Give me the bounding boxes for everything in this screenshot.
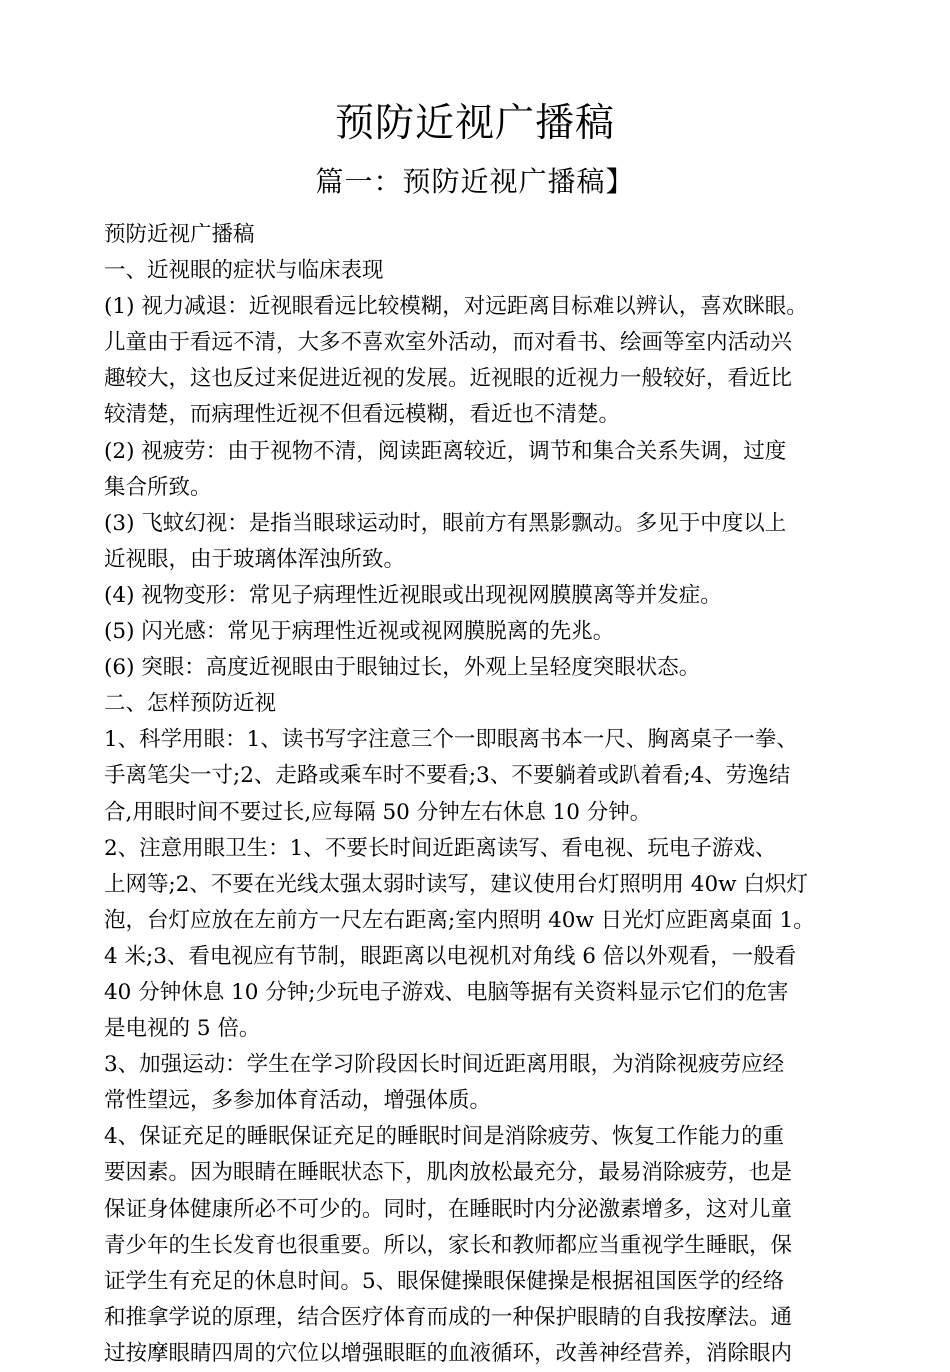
text-line: 2、注意用眼卫生：1、不要长时间近距离读写、看电视、玩电子游戏、: [104, 835, 777, 861]
text-line: 过按摩眼睛四周的穴位以增强眼眶的血液循环，改善神经营养，消除眼内: [104, 1340, 793, 1366]
text-line: (3) 飞蚊幻视：是指当眼球运动时，眼前方有黑影飘动。多见于中度以上: [104, 510, 787, 536]
text-line: 预防近视广播稿: [104, 222, 255, 247]
text-line: 保证身体健康所必不可少的。同时，在睡眠时内分泌激素增多，这对儿童: [104, 1196, 793, 1222]
text-line: (4) 视物变形：常见子病理性近视眼或出现视网膜膜离等并发症。: [104, 582, 722, 608]
text-line: 要因素。因为眼睛在睡眠状态下，肌肉放松最充分，最易消除疲劳，也是: [104, 1160, 793, 1186]
text-line: 一、近视眼的症状与临床表现: [104, 258, 384, 284]
text-line: 4 米;3、看电视应有节制，眼距离以电视机对角线 6 倍以外观看，一般看: [104, 943, 797, 969]
document-title: 预防近视广播稿: [334, 101, 615, 146]
text-line: 1、科学用眼：1、读书写字注意三个一即眼离书本一尺、胸离桌子一拳、: [104, 727, 798, 753]
text-line: 证学生有充足的休息时间。5、眼保健操眼保健操是根据祖国医学的经络: [104, 1268, 785, 1294]
text-line: (5) 闪光感：常见于病理性近视或视网膜脱离的先兆。: [104, 619, 615, 645]
text-line: 4、保证充足的睡眠保证充足的睡眠时间是消除疲劳、恢复工作能力的重: [104, 1124, 785, 1150]
text-line: (6) 突眼：高度近视眼由于眼铀过长，外观上呈轻度突眼状态。: [104, 655, 701, 681]
text-line: 近视眼，由于玻璃体浑浊所致。: [104, 546, 406, 572]
text-line: 40 分钟休息 10 分钟;少玩电子游戏、电脑等据有关资料显示它们的危害: [104, 979, 789, 1005]
text-line: 手离笔尖一寸;2、走路或乘车时不要看;3、不要躺着或趴着看;4、劳逸结: [104, 763, 791, 789]
document-body: [104, 217, 864, 1372]
text-line: 趣较大，这也反过来促进近视的发展。近视眼的近视力一般较好，看近比: [104, 366, 793, 392]
text-line: (2) 视疲劳：由于视物不清，阅读距离较近，调节和集合关系失调，过度: [104, 438, 787, 464]
text-line: 较清楚，而病理性近视不但看远模糊，看近也不清楚。: [104, 402, 621, 428]
text-line: 泡，台灯应放在左前方一尺左右距离;室内照明 40w 日光灯应距离桌面 1。: [104, 907, 815, 933]
text-line: 青少年的生长发育也很重要。所以，家长和教师都应当重视学生睡眠，保: [104, 1232, 793, 1258]
document-subtitle: 篇一：预防近视广播稿】: [315, 165, 635, 198]
text-line: 儿童由于看远不清，大多不喜欢室外活动，而对看书、绘画等室内活动兴: [104, 330, 793, 356]
text-line: 和推拿学说的原理，结合医疗体育而成的一种保护眼睛的自我按摩法。通: [104, 1304, 793, 1330]
text-line: 上网等;2、不要在光线太强太弱时读写，建议使用台灯照明用 40w 白炽灯: [104, 871, 808, 897]
text-line: 合,用眼时间不要过长,应每隔 50 分钟左右休息 10 分钟。: [104, 799, 652, 825]
text-line: 3、加强运动：学生在学习阶段因长时间近距离用眼，为消除视疲劳应经: [104, 1052, 785, 1078]
text-line: 二、怎样预防近视: [104, 691, 277, 717]
text-line: 集合所致。: [104, 474, 212, 500]
text-line: (1) 视力减退：近视眼看远比较模糊，对远距离目标难以辨认，喜欢眯眼。: [104, 294, 808, 320]
text-line: 常性望远，多参加体育活动，增强体质。: [104, 1088, 492, 1114]
text-line: 是电视的 5 倍。: [104, 1016, 261, 1042]
